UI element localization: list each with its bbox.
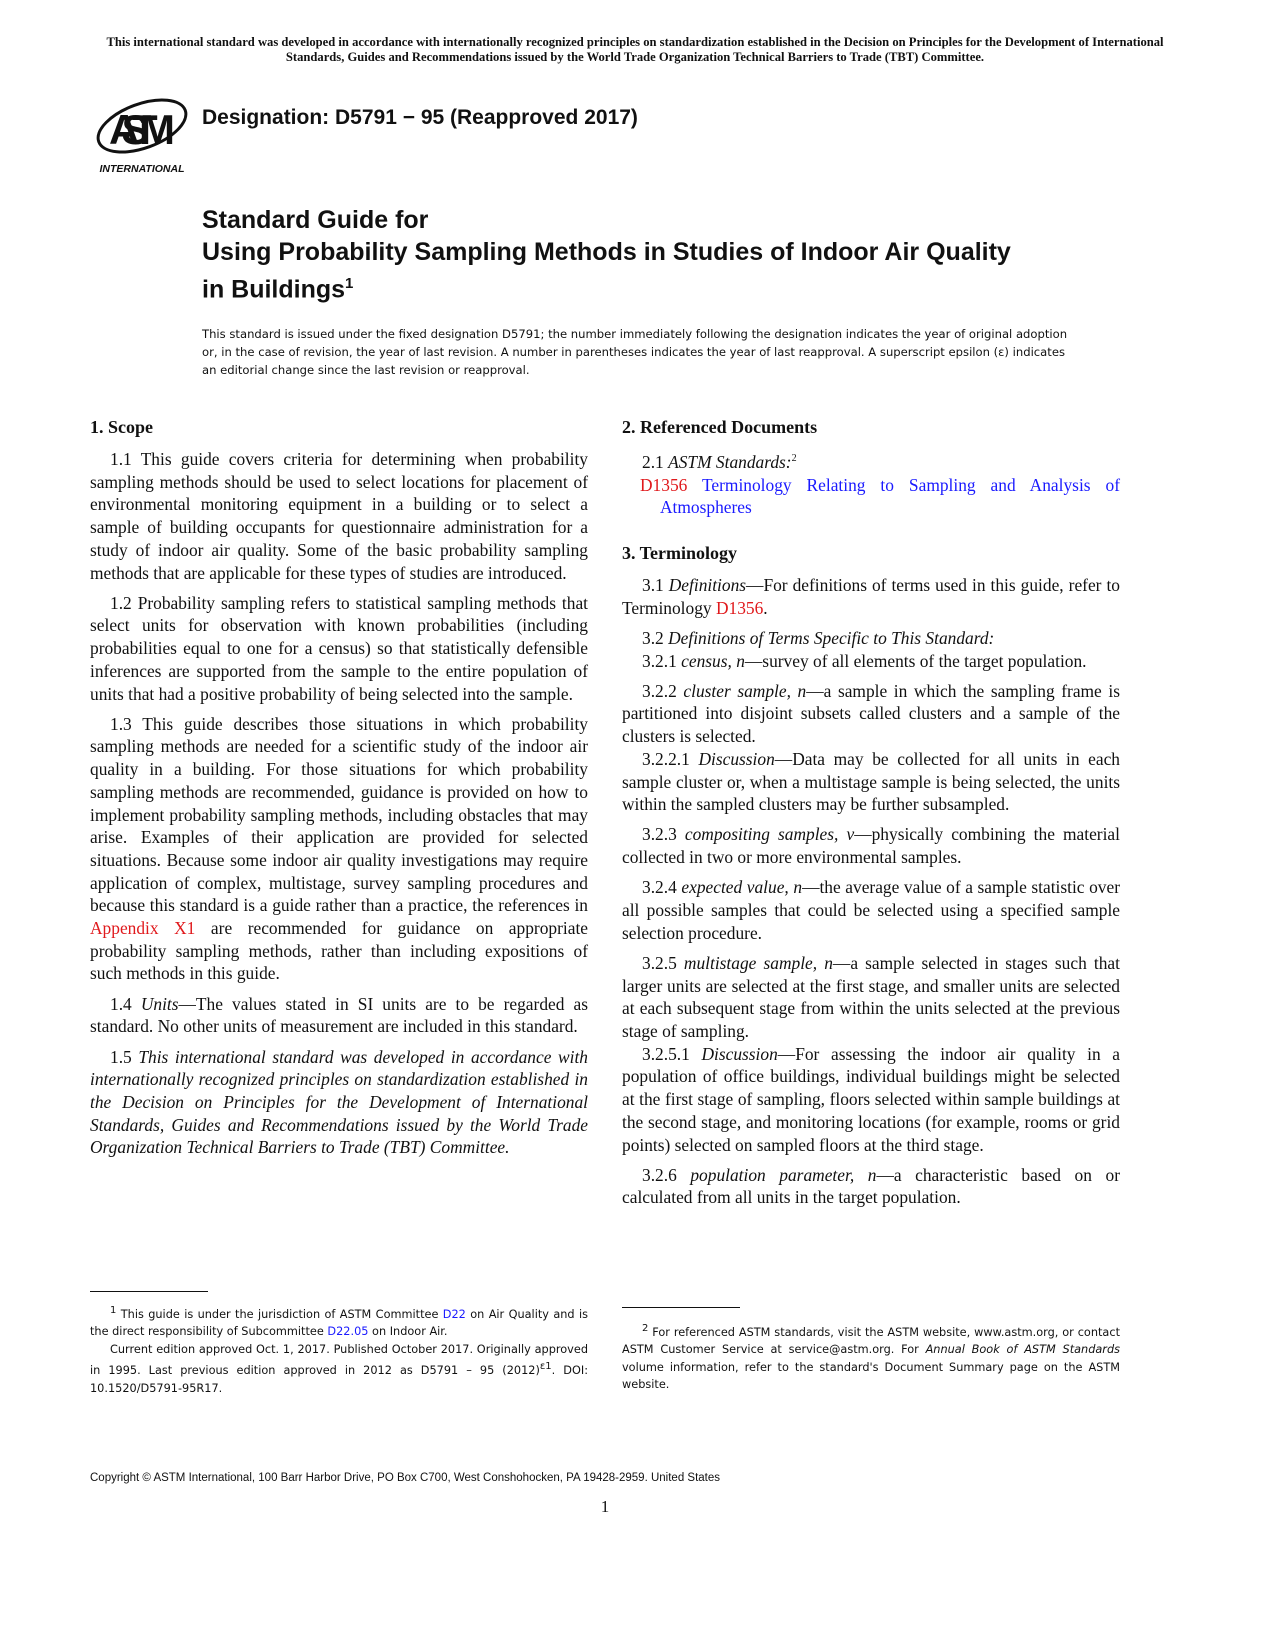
term-3-2-6: 3.2.6 population parameter, n—a characteristic based on or calculated from all units in the target population. [622, 1164, 1120, 1208]
para-3-2: 3.2 Definitions of Terms Specific to This Standard: [642, 628, 995, 649]
para-1-4: 1.4 Units—The values stated in SI units are to be regarded as standard. No other units of measurement are included in this standard. [90, 993, 588, 1037]
section-heading-scope: 1. Scope [90, 417, 153, 437]
para-1-1: 1.1 This guide covers criteria for determining when probability sampling methods should be used to select locations for placement of environmental monitoring equipment in a building or to select a sample of building occupants for questionnaire administration for a study of indoor air quality. Some of the basic probability sampling methods that are applicable for these types of studies are introduced. [90, 449, 588, 583]
d22-05-link[interactable]: D22.05 [327, 1325, 369, 1339]
section-heading-referenced-documents: 2. Referenced Documents [622, 417, 818, 437]
footnote-2: $^2$ For referenced ASTM standards, visit the ASTM website, www.astm.org, or contact ASTM Customer Service at service@astm.org. For Annual Book of ASTM Standards volume information, refer to the standard's Document Summary page on the ASTM website. [622, 1323, 1120, 1392]
astm-logo [92, 88, 192, 178]
para-2-1: 2.1 ASTM Standards:$^2$ [642, 451, 797, 472]
d1356-title-link[interactable]: Terminology Relating to Sampling and Analysis of Atmospheres [660, 474, 1120, 518]
para-1-2: 1.2 Probability sampling refers to statistical sampling methods that select units for observation with known probabilities (including probabilities equal to one for a census) so that statistically defensible inferences are supported from the sample to the entire population of units that had a positive probability of being selected into the sample. [90, 592, 588, 704]
designation: Designation: D5791 − 95 (Reapproved 2017) [202, 106, 638, 129]
title-line-2: Using Probability Sampling Methods in Studies of Indoor Air Quality in Buildings [202, 237, 1011, 304]
para-3-1: 3.1 Definitions—For definitions of terms used in this guide, refer to Terminology D1356. [622, 574, 1120, 618]
right-column [622, 415, 1120, 1217]
term-3-2-4: 3.2.4 expected value, n—the average value of a sample statistic over all possible samples that could be selected using a specified sample selection procedure. [622, 877, 1120, 943]
svg-text:ASTM: ASTM [109, 106, 175, 153]
left-column [90, 415, 588, 1167]
para-1-3: 1.3 This guide describes those situations in which probability sampling methods are needed for a scientific study of the indoor air quality in a building. For those situations for which probability sampling methods are recommended, guidance is provided on how to implement probability sampling methods, including obstacles that may arise. Examples of their application are provided for selected situations. Because some indoor air quality investigations may require application of complex, multistage, survey sampling procedures and because this standard is a guide rather than a practice, the references in Appendix X1 are recommended for guidance on appropriate probability sampling methods, rather than including expositions of such methods in this guide. [90, 713, 588, 984]
copyright: Copyright © ASTM International, 100 Barr Harbor Drive, PO Box C700, West Conshohocken, PA 19428-2959. United States [90, 1472, 721, 1484]
footnote-divider-2 [622, 1307, 740, 1308]
d22-link[interactable]: D22 [442, 1307, 466, 1321]
term-3-2-5: 3.2.5 multistage sample, n—a sample selected in stages such that larger units are selected at the first stage, and smaller units are selected at each subsequent stage from within the units selected at the previous stage of sampling. [622, 952, 1120, 1042]
term-3-2-2: 3.2.2 cluster sample, n—a sample in which the sampling frame is partitioned into disjoint subsets called clusters and a sample of the clusters is selected. [622, 680, 1120, 747]
term-3-2-2-1: 3.2.2.1 Discussion—Data may be collected for all units in each sample cluster or, when a multistage sample is being selected, the units within the sampled clusters may be further subsampled. [622, 748, 1120, 815]
title-line-1: Standard Guide for [202, 206, 429, 234]
page-number: 1 [600, 1497, 610, 1516]
issued-note: This standard is issued under the fixed designation D5791; the number immediately following the designation indicates the year of original adoption or, in the case of revision, the year of last revision. A number in parentheses indicates the year of last reapproval. A superscript epsilon (ε) indicates an editorial change since the last revision or reapproval. [202, 327, 1068, 377]
top-notice: This international standard was developed in accordance with internationally recognized principles on standardization established in the Decision on Principles for the Development of International Standards, Guides and Recommendations issued by the World Trade Organization Technical Barriers to Trade (TBT) Committee. [106, 35, 1164, 64]
svg-text:INTERNATIONAL: INTERNATIONAL [99, 163, 185, 175]
appendix-x1-link[interactable]: Appendix X1 [90, 918, 196, 939]
footnote-1: $^1$ This guide is under the jurisdiction of ASTM Committee D22 on Air Quality and is the direct responsibility of Subcommittee D22.05 on Indoor Air. Current edition approved Oct. 1, 2017. Published October 2017. Originally approved in 1995. Last previous edition approved in 2012 as D5791 – 95 $(2012)^{\varepsilon 1}$. DOI: 10.1520/D5791-95R17. [90, 1305, 588, 1395]
section-heading-terminology: 3. Terminology [622, 542, 738, 563]
term-3-2-5-1: 3.2.5.1 Discussion—For assessing the indoor air quality in a population of office buildings, individual buildings might be selected at the first stage of sampling, floors selected within sample buildings at the second stage, and monitoring locations (for example, rooms or grid points) selected on sampled floors at the third stage. [622, 1043, 1120, 1155]
reference-d1356 [622, 474, 1120, 519]
d1356-link-2[interactable]: D1356 [715, 597, 764, 618]
document-title [202, 205, 1022, 306]
footnote-mark: 1 [345, 275, 354, 292]
d1356-link[interactable]: D1356 [640, 474, 688, 495]
term-3-2-3: 3.2.3 compositing samples, v—physically combining the material collected in two or more environmental samples. [622, 824, 1120, 868]
para-1-5: 1.5 This international standard was developed in accordance with internationally recognized principles on standardization established in the Decision on Principles for the Development of International Standards, Guides and Recommendations issued by the World Trade Organization Technical Barriers to Trade (TBT) Committee. [90, 1046, 588, 1158]
term-3-2-1: 3.2.1 census, n—survey of all elements of the target population. [642, 651, 1087, 672]
footnote-divider [90, 1291, 208, 1292]
